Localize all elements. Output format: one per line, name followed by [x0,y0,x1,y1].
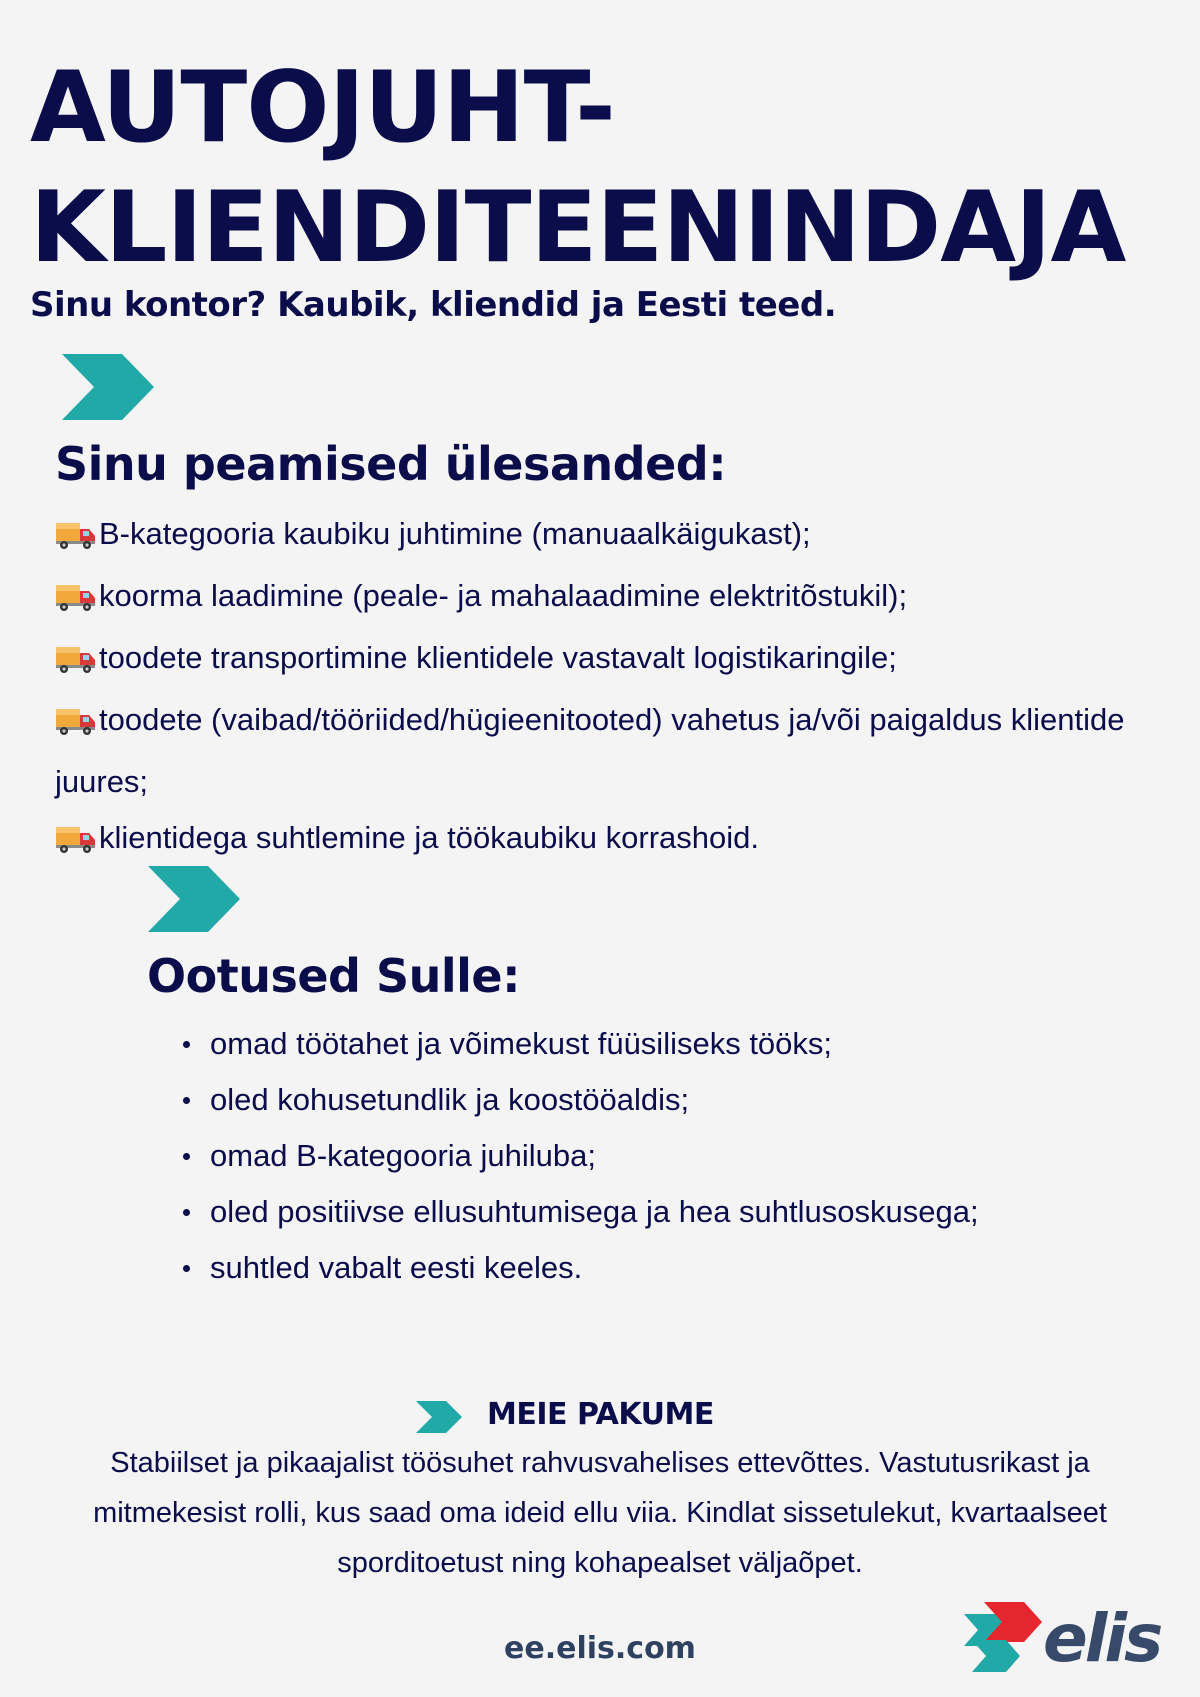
page-title [30,48,1125,288]
chevron-icon [146,866,240,932]
title-line-2: KLIENDITEENINDAJA [30,171,1126,285]
list-item: suhtled vabalt eesti keeles. [180,1240,1180,1296]
bullet-icon [183,1153,190,1160]
bullet-icon [183,1265,190,1272]
truck-icon [55,816,97,872]
elis-logo-icon [962,1600,1052,1681]
list-item: toodete transportimine klientidele vastavalt logistikaringile; [55,630,1185,692]
title-line-1: AUTOJUHT- [30,51,615,165]
offer-text: Stabiilset ja pikaajalist töösuhet rahvusvahelises ettevõttes. Vastutusrikast ja mitmekesist rolli, kus saad oma ideid ellu viia. Kindlat sissetulekut, kvartaalseet sporditoetust ning kohapealset väljaõpet. [93,1447,1107,1579]
chevron-icon [60,354,154,420]
truck-icon [55,698,97,754]
bullet-icon [183,1041,190,1048]
website-link[interactable]: ee.elis.com [504,1631,696,1666]
elis-logo-text: elis [1043,1600,1161,1677]
bullet-icon [183,1209,190,1216]
offer-heading: MEIE PAKUME [487,1397,714,1432]
chevron-icon [415,1401,463,1433]
subtitle: Sinu kontor? Kaubik, kliendid ja Eesti teed. [30,285,837,325]
list-item: oled kohusetundlik ja koostööaldis; [180,1072,1180,1128]
list-item: omad B-kategooria juhiluba; [180,1128,1180,1184]
expectations-list [180,1016,1180,1296]
truck-icon [55,512,97,568]
list-item: toodete (vaibad/tööriided/hügieenitooted) vahetus ja/või paigaldus klientide juures; [55,692,1185,810]
tasks-heading: Sinu peamised ülesanded: [55,437,727,491]
list-item: omad töötahet ja võimekust füüsiliseks tööks; [180,1016,1180,1072]
list-item: koorma laadimine (peale- ja mahalaadimine elektritõstukil); [55,568,1185,630]
list-item: B-kategooria kaubiku juhtimine (manuaalkäigukast); [55,506,1185,568]
bullet-icon [183,1097,190,1104]
list-item: klientidega suhtlemine ja töökaubiku korrashoid. [55,810,1185,872]
truck-icon [55,574,97,630]
tasks-list [55,506,1185,872]
list-item: oled positiivse ellusuhtumisega ja hea suhtlusoskusega; [180,1184,1180,1240]
expectations-heading: Ootused Sulle: [147,949,520,1003]
truck-icon [55,636,97,692]
